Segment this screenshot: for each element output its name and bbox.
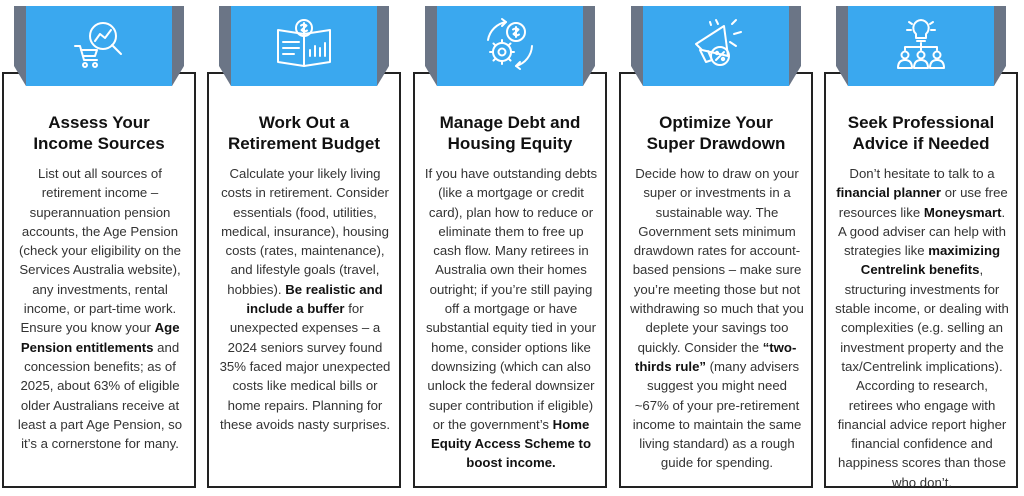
card-body: List out all sources of retirement income – superannuation pension accounts, the Age Pension (check your eligibility on the Services Australia website), any investments, rental income, or part-time work. Ensure you know your Age Pension entitlements and concession benefits; as of 2025, about 63% of eligible older Australians receive at least a part Age Pension, so it’s a cornerstone for many. xyxy=(17,166,183,452)
card-title: Optimize Your Super Drawdown xyxy=(646,113,786,153)
dollar-gear-cycle-icon xyxy=(480,16,540,72)
card-header-tab xyxy=(631,6,801,86)
card-debt-housing xyxy=(413,0,607,496)
budget-book-icon xyxy=(274,16,334,72)
card-assess-income xyxy=(2,0,196,496)
card-body: Calculate your likely living costs in retirement. Consider essentials (food, utilities, medical, insurance), housing costs (rates, maintenance), and lifestyle goals (travel, hobbies). Be realistic and include a buffer for unexpected expenses – a 2024 seniors survey found 35% faced major unexpected costs like medical bills or home repairs. Planning for these avoids nasty surprises. xyxy=(219,166,391,432)
card-header-tab xyxy=(836,6,1006,86)
card-professional-advice xyxy=(824,0,1018,496)
card-body: Decide how to draw on your super or investments in a sustainable way. The Government sets minimum drawdown rates for account-based pensions – make sure you’re meeting those but not withdrawing so much that you deplete your savings too quickly. Consider the “two-thirds rule” (many advisers suggest you might need ~67% of your pre-retirement income to maintain the same living standard) as a rough guide for spending. xyxy=(630,166,804,471)
card-retirement-budget xyxy=(207,0,401,496)
card-header-tab xyxy=(425,6,595,86)
card-title: Assess Your Income Sources xyxy=(33,113,165,153)
idea-team-icon xyxy=(891,16,951,72)
card-header-tab xyxy=(219,6,389,86)
card-title: Seek Professional Advice if Needed xyxy=(847,113,995,153)
card-title: Manage Debt and Housing Equity xyxy=(439,113,581,153)
card-header-tab xyxy=(14,6,184,86)
card-super-drawdown xyxy=(619,0,813,496)
megaphone-percent-icon xyxy=(686,16,746,72)
card-title: Work Out a Retirement Budget xyxy=(227,113,381,153)
card-body: Don’t hesitate to talk to a financial planner or use free resources like Moneysmart. A good adviser can help with strategies like maximizing Centrelink benefits, structuring investments for stable income, or dealing with complexities (e.g. selling an investment property and the tax/Centrelink implications). According to research, retirees who engage with financial advice report higher financial confidence and happiness scores than those who don’t. xyxy=(835,166,1009,490)
card-body: If you have outstanding debts (like a mortgage or credit card), plan how to reduce or eliminate them to free up cash flow. Many retirees in Australia own their homes outright; if you’re still paying off a mortgage or have substantial equity tied in your home, consider options like downsizing (which can also unlock the federal downsizer super contribution if eligible) or the government’s Home Equity Access Scheme to boost income. xyxy=(424,166,598,471)
magnifier-chart-cart-icon xyxy=(69,16,129,72)
